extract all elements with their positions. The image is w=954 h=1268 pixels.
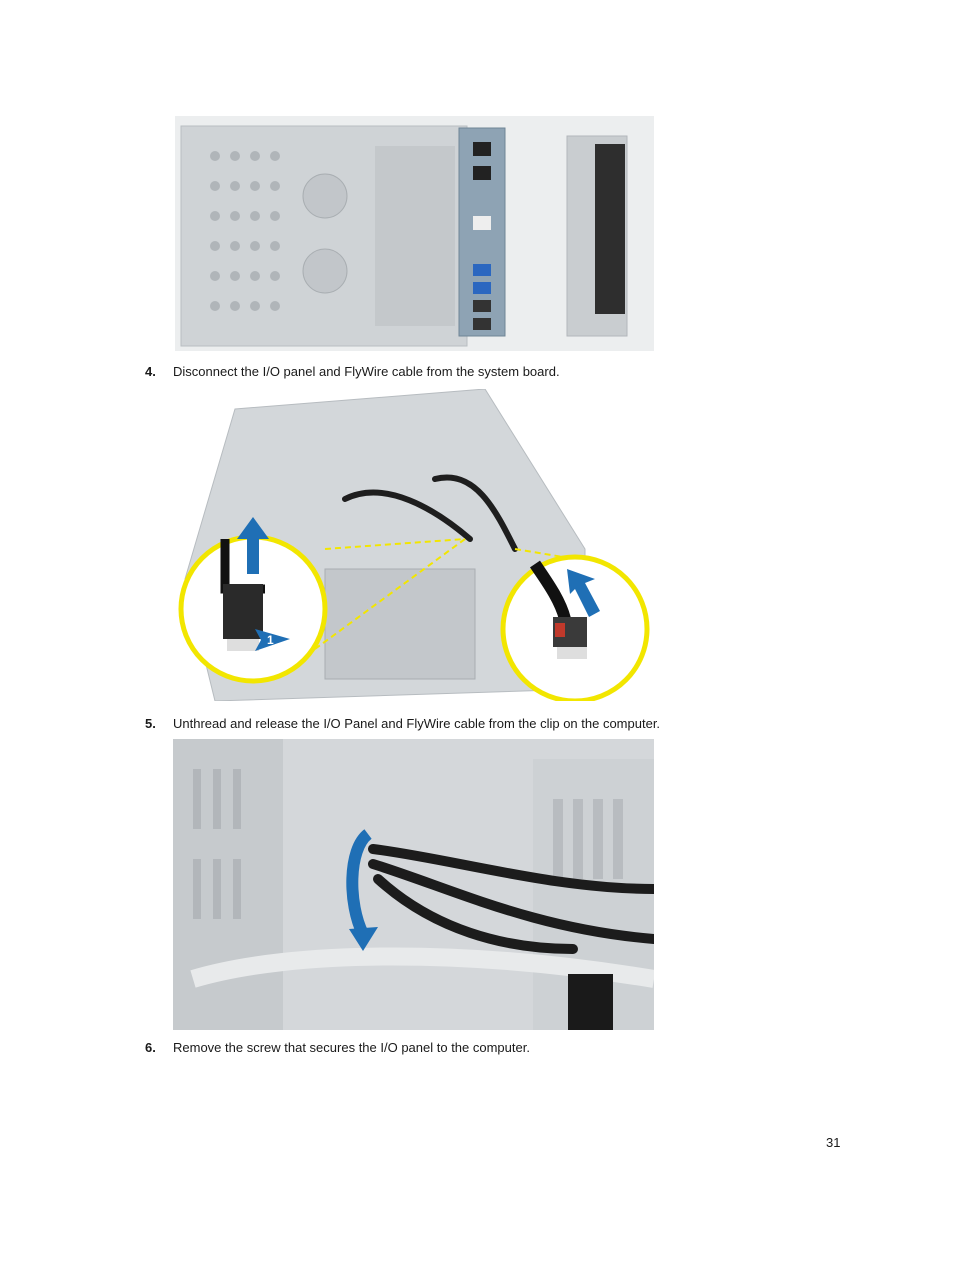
io-panel-illustration (175, 116, 654, 351)
figure-cable-clip (173, 739, 654, 1030)
step-number: 6. (145, 1040, 156, 1055)
step-text: Remove the screw that secures the I/O panel to the computer. (173, 1040, 530, 1055)
step-text: Disconnect the I/O panel and FlyWire cable from the system board. (173, 364, 560, 379)
figure-io-panel (175, 116, 654, 351)
step-number: 5. (145, 716, 156, 731)
connector-disconnect-illustration (175, 389, 653, 701)
step-number: 4. (145, 364, 156, 379)
callout-2-label: 2 (237, 550, 244, 564)
figure-flywire-disconnect (175, 389, 653, 701)
cable-clip-release-illustration (173, 739, 654, 1030)
callout-1-label: 1 (267, 633, 274, 647)
page-number: 31 (826, 1135, 841, 1150)
step-text: Unthread and release the I/O Panel and FlyWire cable from the clip on the computer. (173, 716, 661, 731)
